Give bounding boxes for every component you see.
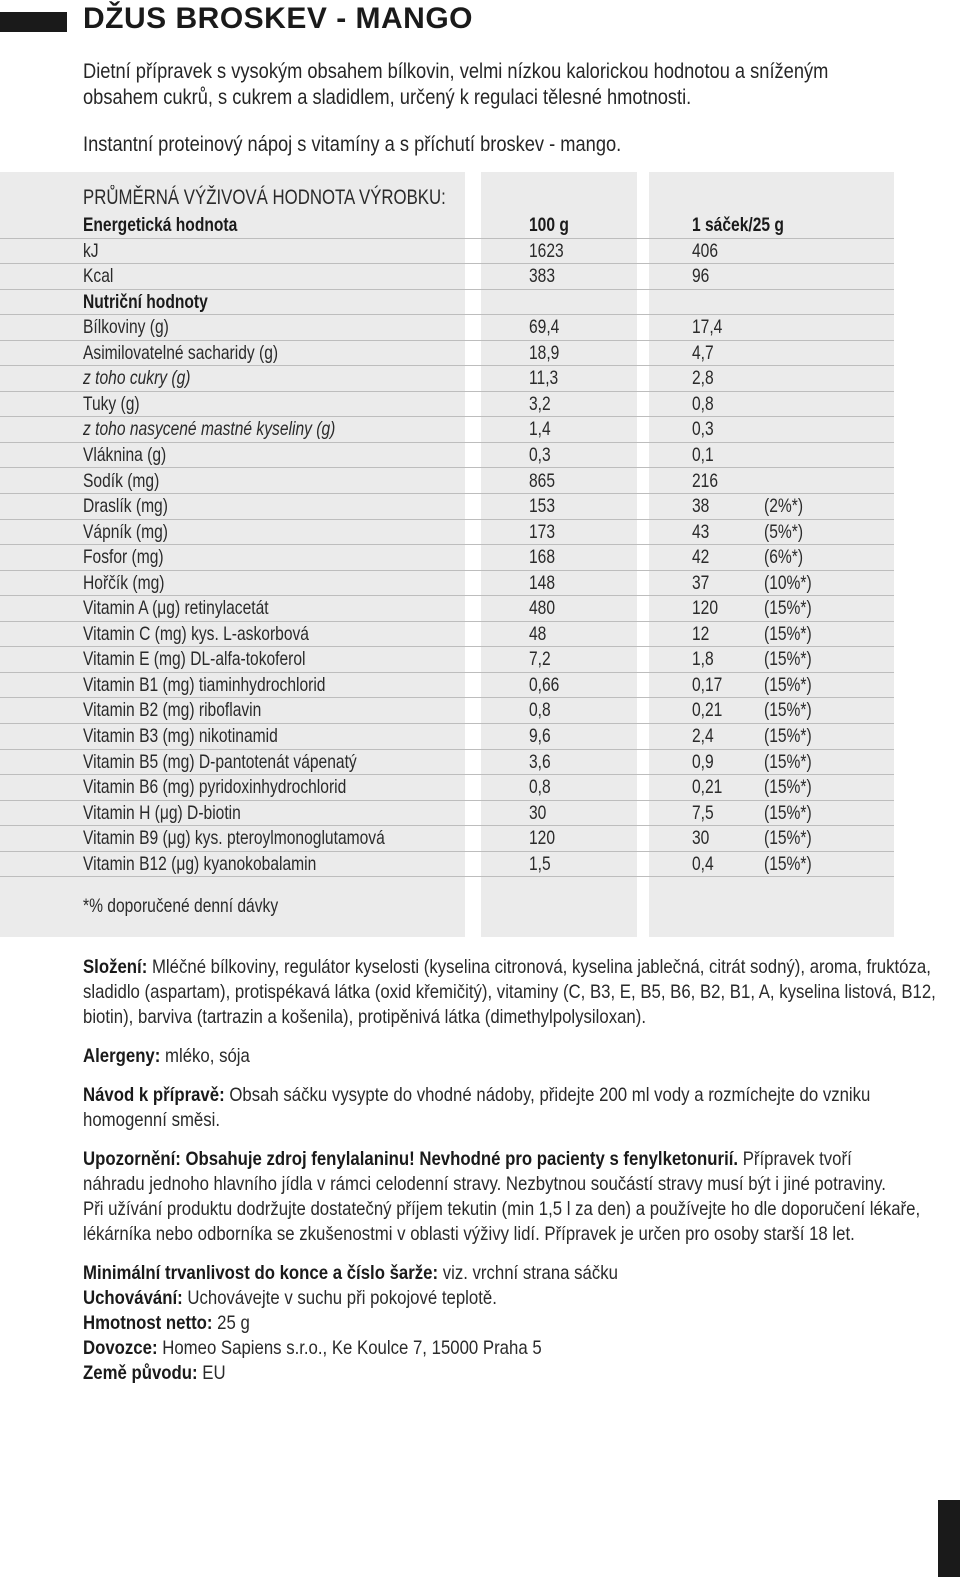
table-row [0, 519, 894, 546]
warning-section [83, 1147, 920, 1247]
warning-line: náhradu jednoho hlavního jídla v rámci celodenní stravy. Nezbytnou součástí stravy musí být i jiné potraviny. [83, 1173, 886, 1195]
composition-line [83, 955, 936, 980]
row-daily-percent: (15%*) [764, 622, 812, 645]
row-value-sachet: 406 [692, 239, 719, 262]
row-value-sachet: 0,21 [692, 776, 723, 799]
composition-line: biotin), barviva (tartrazin a košenila), protipěnivá látka (dimethylpolysiloxan). [83, 1006, 646, 1028]
row-value-100g: 0,8 [529, 776, 551, 799]
row-value-100g: 865 [529, 469, 556, 492]
row-value-sachet: 0,8 [692, 392, 714, 415]
row-value-sachet: 0,21 [692, 699, 723, 722]
row-daily-percent: (15%*) [764, 776, 812, 799]
warning-text: Přípravek tvoří [742, 1148, 852, 1170]
row-value-100g: 480 [529, 597, 556, 620]
table-row [0, 212, 894, 239]
table-row [0, 365, 894, 392]
row-daily-percent: (5%*) [764, 520, 804, 543]
row-daily-percent: (15%*) [764, 827, 812, 850]
row-value-100g: 69,4 [529, 316, 560, 339]
preparation-text: Obsah sáčku vysypte do vhodné nádoby, přidejte 200 ml vody a rozmíchejte do vzniku [229, 1084, 871, 1106]
table-row [0, 493, 894, 520]
allergens-label: Alergeny: [83, 1045, 161, 1067]
row-value-100g: 9,6 [529, 725, 551, 747]
row-value-sachet: 120 [692, 597, 719, 620]
row-value-sachet: 1,8 [692, 648, 714, 671]
row-value-sachet: 0,3 [692, 418, 714, 441]
table-row [0, 595, 894, 622]
row-value-sachet: 1 sáček/25 g [692, 214, 784, 236]
row-daily-percent: (15%*) [764, 852, 812, 875]
row-label: Vitamin B1 (mg) tiaminhydrochlorid [83, 673, 326, 696]
row-value-sachet: 0,17 [692, 673, 723, 696]
row-label: Asimilovatelné sacharidy (g) [83, 341, 279, 364]
row-value-sachet: 4,7 [692, 341, 714, 364]
row-value-sachet: 42 [692, 546, 710, 569]
row-value-sachet: 38 [692, 495, 710, 518]
row-value-sachet: 96 [692, 265, 710, 288]
row-daily-percent: (15%*) [764, 801, 812, 824]
table-row [0, 723, 894, 750]
row-label: Tuky (g) [83, 392, 140, 415]
table-footnote: *% doporučené denní dávky [83, 895, 279, 917]
table-row [0, 442, 894, 469]
row-label: Vláknina (g) [83, 443, 167, 466]
header-bar-decoration [0, 12, 67, 32]
row-value-sachet: 0,1 [692, 443, 714, 466]
product-details [83, 1261, 618, 1386]
row-value-100g: 148 [529, 571, 556, 594]
table-row [0, 570, 894, 597]
composition-text: Mléčné bílkoviny, regulátor kyselosti (kyselina citronová, kyselina jablečná, citrát sodný), aroma, fruktóza, [151, 956, 931, 978]
row-daily-percent: (15%*) [764, 597, 812, 620]
row-label: kJ [83, 239, 99, 262]
row-value-100g: 153 [529, 495, 556, 518]
row-value-sachet: 37 [692, 571, 710, 594]
row-label: Vitamin B12 (μg) kyanokobalamin [83, 852, 317, 875]
row-label: Vitamin B3 (mg) nikotinamid [83, 725, 278, 747]
row-value-sachet: 17,4 [692, 316, 723, 339]
row-value-100g: 0,8 [529, 699, 551, 722]
row-value-100g: 0,3 [529, 443, 551, 466]
product-subtitle [83, 132, 621, 158]
row-daily-percent: (15%*) [764, 673, 812, 696]
row-label: Vitamin B9 (μg) kys. pteroylmonoglutamová [83, 827, 385, 850]
table-row [0, 468, 894, 495]
row-value-sachet: 2,8 [692, 367, 714, 390]
table-row [0, 314, 894, 341]
row-value-100g: 48 [529, 622, 547, 645]
nutrition-heading: PRŮMĚRNÁ VÝŽIVOVÁ HODNOTA VÝROBKU: [83, 186, 446, 209]
footer-bar-decoration [938, 1500, 960, 1577]
preparation-label: Návod k přípravě: [83, 1084, 225, 1106]
row-value-sachet: 43 [692, 520, 710, 543]
row-label: Vitamin A (μg) retinylacetát [83, 597, 269, 620]
row-label: Nutriční hodnoty [83, 290, 208, 313]
product-title: DŽUS BROSKEV - MANGO [83, 2, 474, 35]
row-value-sachet: 0,4 [692, 852, 714, 875]
row-daily-percent: (6%*) [764, 546, 804, 569]
preparation-line: homogenní směsi. [83, 1109, 221, 1131]
row-label: Fosfor (mg) [83, 546, 164, 569]
allergens-section [83, 1044, 250, 1069]
row-value-100g: 7,2 [529, 648, 551, 671]
row-label: Energetická hodnota [83, 214, 238, 236]
table-row [0, 263, 894, 290]
row-label: Draslík (mg) [83, 495, 168, 518]
row-value-sachet: 7,5 [692, 801, 714, 824]
row-daily-percent: (15%*) [764, 699, 812, 722]
row-value-100g: 383 [529, 265, 556, 288]
row-label: Vitamin B5 (mg) D-pantotenát vápenatý [83, 750, 357, 773]
composition-label: Složení: [83, 956, 148, 978]
table-row [0, 825, 894, 852]
row-value-sachet: 2,4 [692, 725, 714, 747]
warning-label: Upozornění: Obsahuje zdroj fenylalaninu! Nevhodné pro pacienty s fenylketonurií. [83, 1148, 739, 1170]
row-value-100g: 168 [529, 546, 556, 569]
row-value-100g: 3,6 [529, 750, 551, 773]
table-row [0, 646, 894, 673]
row-daily-percent: (15%*) [764, 648, 812, 671]
row-label: Vitamin H (μg) D-biotin [83, 801, 241, 824]
row-value-sachet: 0,9 [692, 750, 714, 773]
row-value-sachet: 216 [692, 469, 719, 492]
row-value-100g: 18,9 [529, 341, 560, 364]
table-row [0, 851, 894, 878]
row-daily-percent: (15%*) [764, 750, 812, 773]
composition-line: sladidlo (aspartam), protispékavá látka (oxid křemičitý), vitaminy (C, B3, E, B5, B6, B2, B1, A, kyselina listová, B12, [83, 981, 936, 1003]
row-label: Vápník (mg) [83, 520, 168, 543]
row-daily-percent: (10%*) [764, 571, 812, 594]
row-value-100g: 3,2 [529, 392, 551, 415]
table-row [0, 416, 894, 443]
table-row [0, 340, 894, 367]
row-value-100g: 1,5 [529, 852, 551, 875]
row-label: Bílkoviny (g) [83, 316, 169, 339]
table-row [0, 391, 894, 418]
row-label: z toho cukry (g) [83, 367, 191, 390]
row-daily-percent: (15%*) [764, 725, 812, 747]
table-row [0, 800, 894, 827]
detail-min-shelf-life: Minimální trvanlivost do konce a číslo šarže: viz. vrchní strana sáčku [83, 1262, 618, 1284]
row-label: z toho nasycené mastné kyseliny (g) [83, 418, 336, 441]
row-value-100g: 100 g [529, 214, 569, 236]
row-value-100g: 0,66 [529, 673, 560, 696]
table-row [0, 289, 894, 316]
table-row [0, 238, 894, 265]
warning-line: lékárníka nebo odborníka se zkušenostmi v oblasti výživy lidí. Přípravek je určen pro osoby starší 18 let. [83, 1223, 855, 1245]
row-label: Vitamin E (mg) DL-alfa-tokoferol [83, 648, 306, 671]
table-row [0, 697, 894, 724]
detail-importer: Dovozce: Homeo Sapiens s.r.o., Ke Koulce 7, 15000 Praha 5 [83, 1337, 542, 1359]
row-label: Vitamin C (mg) kys. L-askorbová [83, 622, 309, 645]
warning-line: Při užívání produktu dodržujte dostatečný příjem tekutin (min 1,5 l za den) a používejte ho dle doporučení lékaře, [83, 1198, 921, 1220]
row-value-100g: 30 [529, 801, 547, 824]
row-value-100g: 173 [529, 520, 556, 543]
detail-country-of-origin: Země původu: EU [83, 1362, 226, 1384]
intro-paragraph [83, 59, 828, 111]
table-row [0, 774, 894, 801]
table-row [0, 544, 894, 571]
intro-line: obsahem cukrů, s cukrem a sladidlem, určený k regulaci tělesné hmotnosti. [83, 86, 692, 109]
row-label: Kcal [83, 265, 114, 288]
row-value-100g: 120 [529, 827, 556, 850]
allergens-text: mléko, sója [165, 1045, 250, 1067]
table-row [0, 621, 894, 648]
row-label: Vitamin B6 (mg) pyridoxinhydrochlorid [83, 776, 347, 799]
row-value-sachet: 12 [692, 622, 710, 645]
row-value-100g: 1,4 [529, 418, 551, 441]
row-daily-percent: (2%*) [764, 495, 804, 518]
row-label: Hořčík (mg) [83, 571, 165, 594]
preparation-section [83, 1083, 870, 1133]
composition-section [83, 955, 936, 1030]
table-row [0, 749, 894, 776]
row-value-100g: 1623 [529, 239, 564, 262]
subtitle-text: Instantní proteinový nápoj s vitamíny a s příchutí broskev - mango. [83, 133, 622, 156]
detail-storage: Uchovávání: Uchovávejte v suchu při pokojové teplotě. [83, 1287, 497, 1309]
table-row [0, 672, 894, 699]
row-label: Sodík (mg) [83, 469, 160, 492]
row-value-sachet: 30 [692, 827, 710, 850]
intro-line: Dietní přípravek s vysokým obsahem bílkovin, velmi nízkou kalorickou hodnotou a sníženým [83, 60, 829, 83]
row-label: Vitamin B2 (mg) riboflavin [83, 699, 262, 722]
detail-net-weight: Hmotnost netto: 25 g [83, 1312, 250, 1334]
row-value-100g: 11,3 [529, 367, 559, 390]
